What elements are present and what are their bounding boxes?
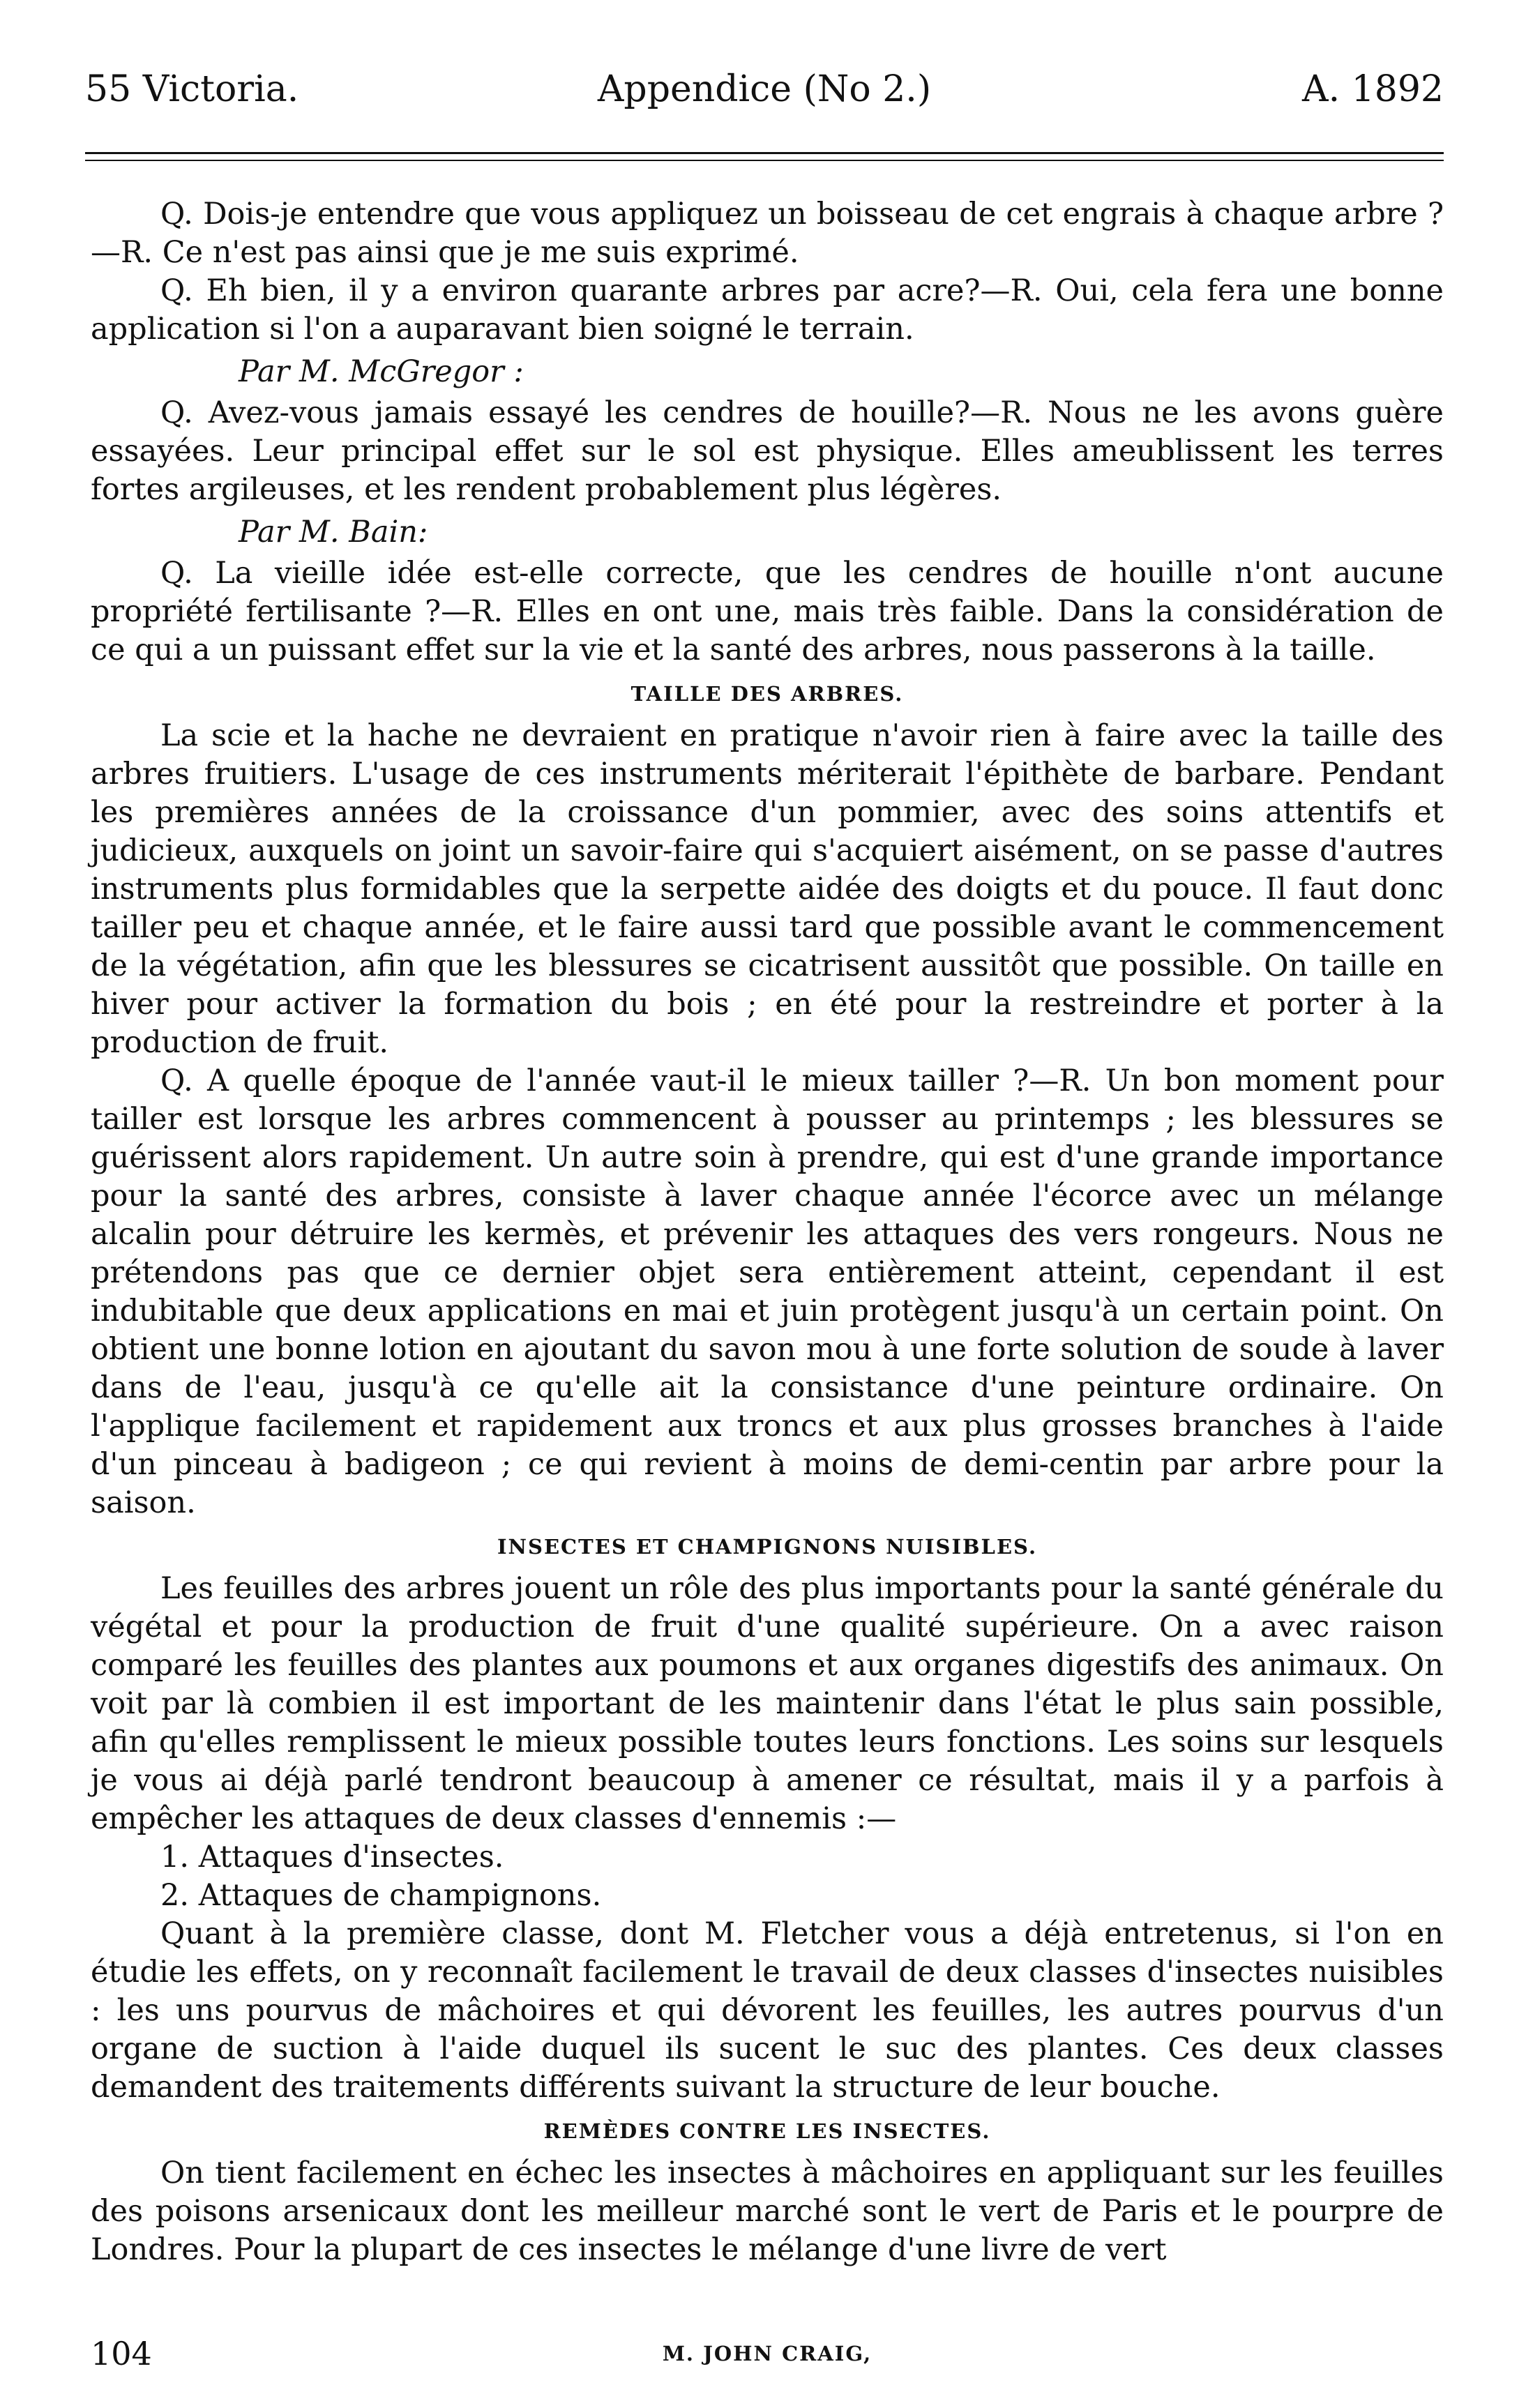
- header-appendix: Appendice (No 2.): [597, 68, 932, 110]
- speaker-label: Par M. McGregor :: [239, 354, 524, 389]
- paragraph: La scie et la hache ne devraient en pratique n'avoir rien à faire avec la taille des arbres fruitiers. L'usage de ces instruments mériterait l'épithète de barbare. Pendant les premières années de la croissance d'un pommier, avec des soins attentifs et judicieux, auxquels on joint un savoir-faire qui s'acquiert aisément, on se passe d'autres instruments plus formidables que la serpette aidée des doigts et du pouce. Il faut donc tailler peu et chaque année, et le faire aussi tard que possible avant le commencement de la végétation, afin que les blessures se cicatrisent aussitôt que possible. On taille en hiver pour activer la formation du bois ; en été pour la restreindre et porter à la production de fruit.: [91, 718, 1444, 1060]
- paragraph: Q. Avez-vous jamais essayé les cendres de houille?—R. Nous ne les avons guère essayées. Leur principal effet sur le sol est physique. Elles ameublissent les terres fortes argileuses, et les rendent probablement plus légères.: [91, 395, 1444, 507]
- section-heading: REMÈDES CONTRE LES INSECTES.: [543, 2119, 991, 2143]
- paragraph: Q. Eh bien, il y a environ quarante arbres par acre?—R. Oui, cela fera une bonne application si l'on a auparavant bien soigné le terrain.: [91, 273, 1444, 347]
- speaker-label: Par M. Bain:: [239, 515, 428, 550]
- list-item: 2. Attaques de champignons.: [160, 1878, 602, 1913]
- header-rule-thick: [85, 152, 1444, 154]
- footer-author: M. JOHN CRAIG,: [662, 2342, 872, 2365]
- header-rule-thin: [85, 160, 1444, 161]
- paragraph: On tient facilement en échec les insectes à mâchoires en appliquant sur les feuilles des poisons arsenicaux dont les meilleur marché sont le vert de Paris et le pourpre de Londres. Pour la plupart de ces insectes le mélange d'une livre de vert: [91, 2156, 1444, 2267]
- paragraph: Q. A quelle époque de l'année vaut-il le mieux tailler ?—R. Un bon moment pour tailler est lorsque les arbres commencent à pousser au printemps ; les blessures se guérissent alors rapidement. Un autre soin à prendre, qui est d'une grande importance pour la santé des arbres, consiste à laver chaque année l'écorce avec un mélange alcalin pour détruire les kermès, et prévenir les attaques des vers rongeurs. Nous ne prétendons pas que ce dernier objet sera entièrement atteint, cependant il est indubitable que deux applications en mai et juin protègent jusqu'à un certain point. On obtient une bonne lotion en ajoutant du savon mou à une forte solution de soude à laver dans de l'eau, jusqu'à ce qu'elle ait la consistance d'une peinture ordinaire. On l'applique facilement et rapidement aux troncs et aux plus grosses branches à l'aide d'un pinceau à badigeon ; ce qui revient à moins de demi-centin par arbre pour la saison.: [91, 1063, 1444, 1520]
- paragraph: Q. La vieille idée est-elle correcte, que les cendres de houille n'ont aucune propriété fertilisante ?—R. Elles en ont une, mais très faible. Dans la considération de ce qui a un puissant effet sur la vie et la santé des arbres, nous passerons à la taille.: [91, 556, 1444, 667]
- header-year: A. 1892: [1302, 68, 1444, 110]
- list-item: 1. Attaques d'insectes.: [160, 1840, 504, 1875]
- body-text: [91, 195, 1444, 2269]
- section-heading: INSECTES ET CHAMPIGNONS NUISIBLES.: [497, 1535, 1038, 1559]
- running-header: [85, 61, 1444, 117]
- paragraph: Q. Dois-je entendre que vous appliquez un boisseau de cet engrais à chaque arbre ?—R. Ce n'est pas ainsi que je me suis exprimé.: [91, 197, 1444, 270]
- running-footer: [91, 2329, 1444, 2378]
- paragraph: Les feuilles des arbres jouent un rôle des plus importants pour la santé générale du végétal et pour la production de fruit d'une qualité supérieure. On a avec raison comparé les feuilles des plantes aux poumons et aux organes digestifs des animaux. On voit par là combien il est important de les maintenir dans l'état le plus sain possible, afin qu'elles remplissent le mieux possible toutes leurs fonctions. Les soins sur lesquels je vous ai déjà parlé tendront beaucoup à amener ce résultat, mais il y a parfois à empêcher les attaques de deux classes d'ennemis :—: [91, 1571, 1444, 1836]
- header-session: 55 Victoria.: [85, 68, 299, 110]
- paragraph: Quant à la première classe, dont M. Fletcher vous a déjà entretenus, si l'on en étudie les effets, on y reconnaît facilement le travail de deux classes d'insectes nuisibles : les uns pourvus de mâchoires et qui dévorent les feuilles, les autres pourvus d'un organe de suction à l'aide duquel ils sucent le suc des plantes. Ces deux classes demandent des traitements différents suivant la structure de leur bouche.: [91, 1916, 1444, 2105]
- page-number: 104: [91, 2335, 152, 2372]
- section-heading: TAILLE DES ARBRES.: [630, 682, 904, 706]
